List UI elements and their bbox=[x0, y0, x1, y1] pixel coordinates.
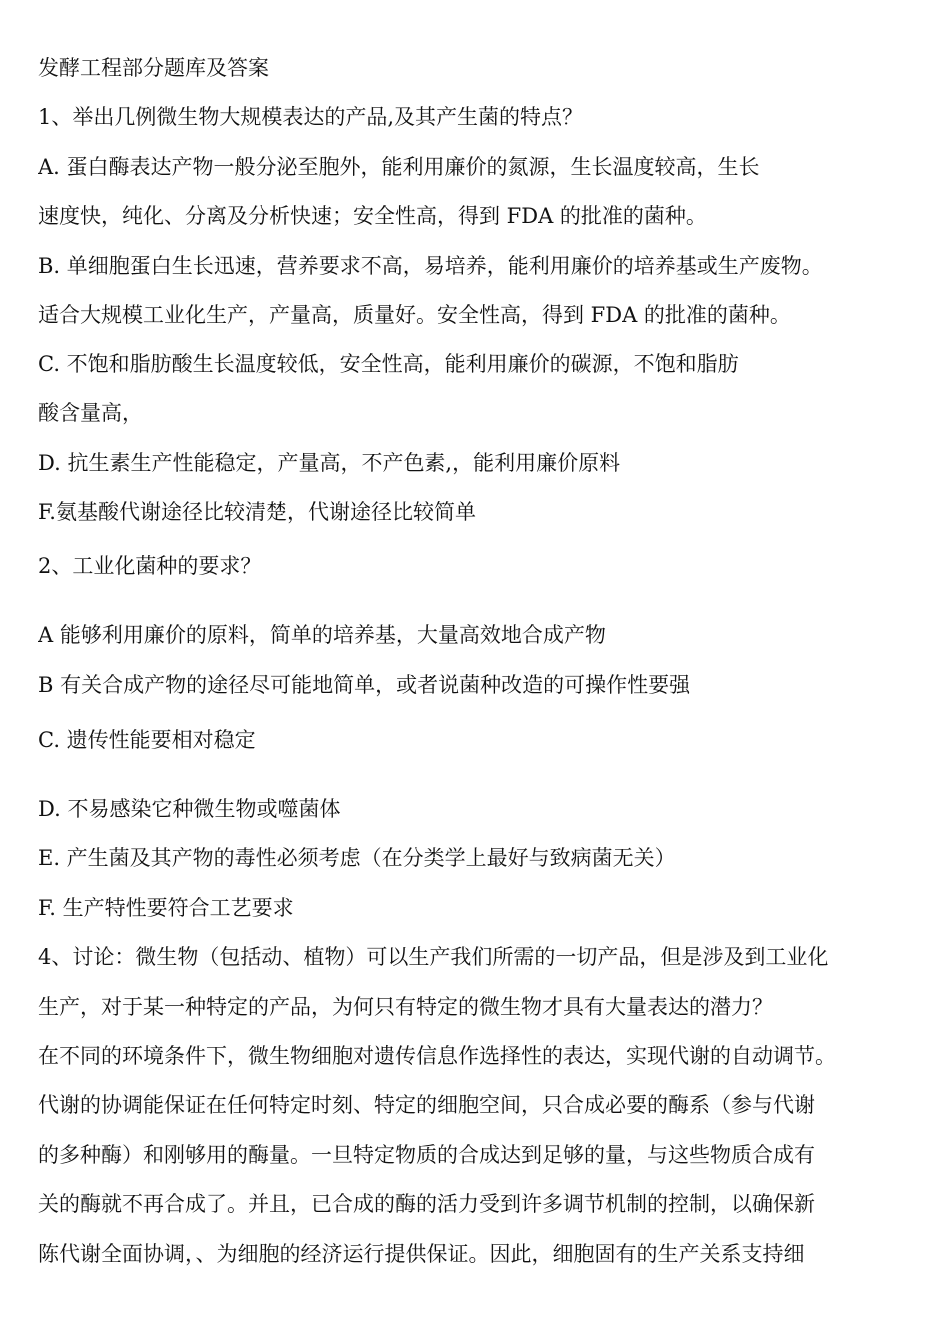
answer-line: F.氨基酸代谢途径比较清楚，代谢途径比较简单 bbox=[38, 500, 476, 524]
answer-line: C. 不饱和脂肪酸生长温度较低，安全性高，能利用廉价的碳源，不饱和脂肪 bbox=[38, 352, 739, 376]
answer-line: 代谢的协调能保证在任何特定时刻、特定的细胞空间，只合成必要的酶系（参与代谢 bbox=[38, 1093, 815, 1117]
answer-line: A. 蛋白酶表达产物一般分泌至胞外，能利用廉价的氮源，生长温度较高，生长 bbox=[38, 155, 760, 179]
question-2: 2、工业化菌种的要求？ bbox=[38, 554, 262, 578]
answer-line: F. 生产特性要符合工艺要求 bbox=[38, 896, 294, 920]
question-1: 1、举出几例微生物大规模表达的产品,及其产生菌的特点？ bbox=[38, 105, 584, 129]
answer-line: E. 产生菌及其产物的毒性必须考虑（在分类学上最好与致病菌无关） bbox=[38, 846, 676, 870]
question-4: 4、讨论：微生物（包括动、植物）可以生产我们所需的一切产品，但是涉及到工业化 bbox=[38, 945, 829, 969]
answer-line: D. 不易感染它种微生物或噬菌体 bbox=[38, 797, 341, 821]
answer-line: B. 单细胞蛋白生长迅速，营养要求不高，易培养，能利用廉价的培养基或生产废物。 bbox=[38, 254, 823, 278]
document-title: 发酵工程部分题库及答案 bbox=[38, 56, 269, 80]
answer-line: C. 遗传性能要相对稳定 bbox=[38, 728, 256, 752]
answer-line: 适合大规模工业化生产，产量高，质量好。安全性高，得到 FDA 的批准的菌种。 bbox=[38, 303, 791, 327]
answer-line: 速度快，纯化、分离及分析快速；安全性高，得到 FDA 的批准的菌种。 bbox=[38, 204, 707, 228]
answer-line: 陈代谢全面协调，、为细胞的经济运行提供保证。因此，细胞固有的生产关系支持细 bbox=[38, 1242, 805, 1266]
answer-line: 在不同的环境条件下，微生物细胞对遗传信息作选择性的表达，实现代谢的自动调节。 bbox=[38, 1044, 836, 1068]
answer-line: B 有关合成产物的途径尽可能地简单，或者说菌种改造的可操作性要强 bbox=[38, 673, 691, 697]
answer-line: 关的酶就不再合成了。并且，已合成的酶的活力受到许多调节机制的控制，以确保新 bbox=[38, 1192, 815, 1216]
question-4-cont: 生产，对于某一种特定的产品，为何只有特定的微生物才具有大量表达的潜力？ bbox=[38, 995, 773, 1019]
answer-line: A 能够利用廉价的原料，简单的培养基，大量高效地合成产物 bbox=[38, 623, 606, 647]
answer-line: 的多种酶）和刚够用的酶量。一旦特定物质的合成达到足够的量，与这些物质合成有 bbox=[38, 1143, 815, 1167]
answer-line: D. 抗生素生产性能稳定，产量高，不产色素,，能利用廉价原料 bbox=[38, 451, 621, 475]
answer-line: 酸含量高， bbox=[38, 401, 143, 425]
